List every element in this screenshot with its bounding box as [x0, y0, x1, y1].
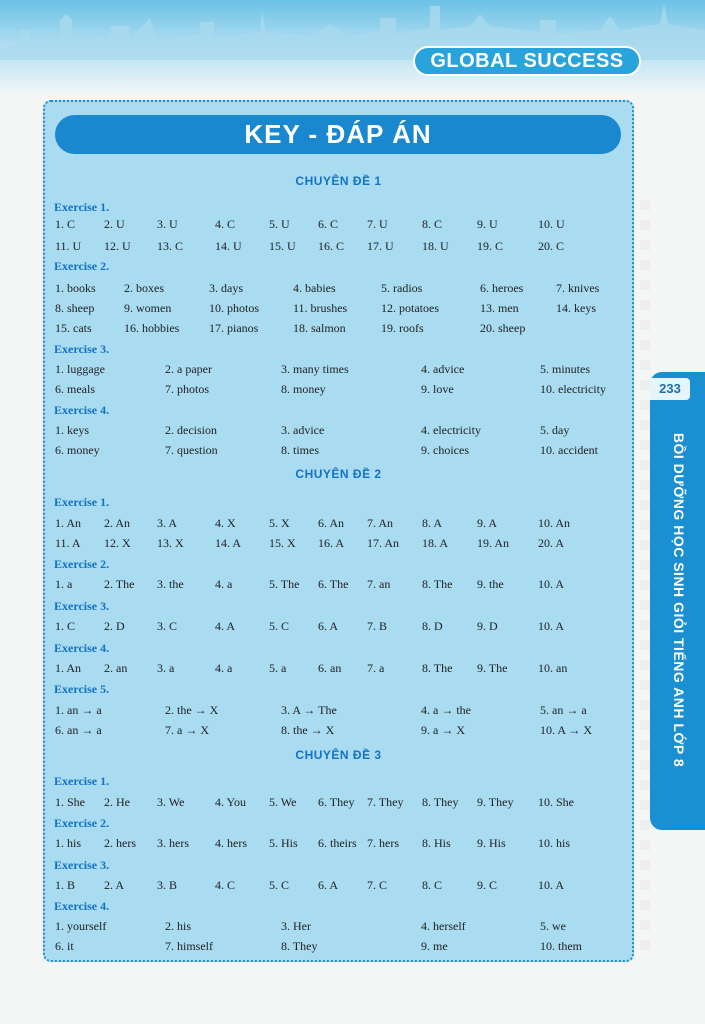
answer-item: 16. C — [318, 239, 345, 253]
answer-item: 12. X — [104, 536, 131, 550]
answer-item: 8. C — [422, 878, 443, 892]
answer-item: 8. the → X — [281, 723, 335, 737]
answer-item: 1. C — [55, 217, 76, 231]
answer-item: 9. The — [477, 661, 508, 675]
answer-item: 3. many times — [281, 362, 349, 376]
exercise-title: Exercise 1. — [54, 495, 110, 509]
answer-item: 6. theirs — [318, 836, 357, 850]
exercise-title: Exercise 2. — [54, 557, 110, 571]
answer-item: 2. the → X — [165, 703, 219, 717]
answer-item: 8. money — [281, 382, 326, 396]
answer-item: 5. minutes — [540, 362, 590, 376]
answer-item: 4. a — [215, 577, 233, 591]
answer-item: 2. He — [104, 795, 130, 809]
answer-item: 17. An — [367, 536, 400, 550]
answer-item: 3. U — [157, 217, 178, 231]
answer-item: 7. An — [367, 516, 394, 530]
page-title: KEY - ĐÁP ÁN — [55, 115, 621, 154]
answer-item: 19. C — [477, 239, 504, 253]
answer-item: 11. A — [55, 536, 81, 550]
exercise-title: Exercise 1. — [54, 200, 110, 214]
answer-item: 7. hers — [367, 836, 399, 850]
answer-item: 10. electricity — [540, 382, 606, 396]
answer-item: 1. his — [55, 836, 82, 850]
answer-item: 18. salmon — [293, 321, 346, 335]
answer-item: 2. D — [104, 619, 125, 633]
answer-item: 1. keys — [55, 423, 89, 437]
answer-item: 9. a → X — [421, 723, 465, 737]
answer-item: 10. A → X — [540, 723, 593, 737]
answer-item: 5. C — [269, 878, 290, 892]
answer-item: 7. himself — [165, 939, 213, 953]
answer-item: 13. C — [157, 239, 184, 253]
answer-item: 20. C — [538, 239, 565, 253]
answer-item: 15. U — [269, 239, 296, 253]
topic-heading: CHUYÊN ĐỀ 1 — [295, 174, 382, 188]
answer-item: 2. a paper — [165, 362, 212, 376]
exercise-title: Exercise 4. — [54, 899, 110, 913]
answer-item: 15. X — [269, 536, 296, 550]
answer-item: 5. We — [269, 795, 297, 809]
answer-item: 10. A — [538, 619, 565, 633]
answer-item: 19. roofs — [381, 321, 424, 335]
answer-item: 6. money — [55, 443, 100, 457]
answer-item: 9. the — [477, 577, 504, 591]
answer-item: 17. U — [367, 239, 394, 253]
page-number: 233 — [650, 378, 690, 400]
answer-item: 3. A — [157, 516, 178, 530]
answer-item: 4. a — [215, 661, 233, 675]
answer-item: 8. His — [422, 836, 451, 850]
answer-item: 2. A — [104, 878, 125, 892]
answer-item: 8. The — [422, 577, 453, 591]
exercise-title: Exercise 3. — [54, 342, 110, 356]
answer-item: 16. hobbies — [124, 321, 180, 335]
exercise-title: Exercise 2. — [54, 259, 110, 273]
answer-item: 9. choices — [421, 443, 469, 457]
answer-item: 5. a — [269, 661, 287, 675]
answer-item: 9. A — [477, 516, 498, 530]
answer-item: 9. C — [477, 878, 498, 892]
answer-item: 3. Her — [281, 919, 311, 933]
answer-item: 10. them — [540, 939, 582, 953]
answer-item: 6. A — [318, 619, 339, 633]
answer-item: 8. They — [281, 939, 318, 953]
answer-item: 7. C — [367, 878, 388, 892]
answer-item: 1. An — [55, 661, 82, 675]
exercise-title: Exercise 2. — [54, 816, 110, 830]
answer-item: 7. an — [367, 577, 391, 591]
answer-item: 13. X — [157, 536, 184, 550]
answer-item: 12. potatoes — [381, 301, 439, 315]
answer-item: 15. cats — [55, 321, 92, 335]
answer-item: 2. his — [165, 919, 192, 933]
answer-item: 9. U — [477, 217, 498, 231]
answer-item: 8. They — [422, 795, 459, 809]
book-title-vertical: BỒI DƯỠNG HỌC SINH GIỎI TIẾNG ANH LỚP 8 — [671, 432, 687, 768]
answer-item: 8. A — [422, 516, 443, 530]
answer-item: 5. C — [269, 619, 290, 633]
answer-item: 12. U — [104, 239, 131, 253]
answer-item: 3. days — [209, 281, 243, 295]
answer-item: 4. A — [215, 619, 236, 633]
answer-item: 7. a → X — [165, 723, 209, 737]
answer-item: 3. advice — [281, 423, 325, 437]
answer-item: 7. knives — [556, 281, 600, 295]
answer-item: 10. U — [538, 217, 565, 231]
answer-item: 10. an — [538, 661, 568, 675]
answer-item: 4. a → the — [421, 703, 471, 717]
answer-item: 6. it — [55, 939, 74, 953]
answer-item: 2. The — [104, 577, 135, 591]
answer-item: 14. U — [215, 239, 242, 253]
answer-item: 5. we — [540, 919, 566, 933]
answer-item: 18. U — [422, 239, 449, 253]
exercise-title: Exercise 3. — [54, 858, 110, 872]
answer-item: 1. B — [55, 878, 76, 892]
answer-item: 14. A — [215, 536, 242, 550]
answer-item: 3. hers — [157, 836, 189, 850]
answer-item: 1. yourself — [55, 919, 107, 933]
answer-item: 1. books — [55, 281, 96, 295]
answer-item: 7. question — [165, 443, 218, 457]
answer-item: 1. a — [55, 577, 73, 591]
exercise-title: Exercise 4. — [54, 641, 110, 655]
answer-item: 9. me — [421, 939, 448, 953]
answer-item: 3. We — [157, 795, 185, 809]
answer-item: 3. a — [157, 661, 175, 675]
answer-item: 7. They — [367, 795, 404, 809]
exercise-title: Exercise 3. — [54, 599, 110, 613]
answer-item: 8. times — [281, 443, 319, 457]
answer-item: 3. the — [157, 577, 184, 591]
answer-item: 2. U — [104, 217, 125, 231]
answer-item: 4. advice — [421, 362, 465, 376]
answer-item: 7. U — [367, 217, 388, 231]
answer-item: 6. They — [318, 795, 355, 809]
answer-item: 6. C — [318, 217, 339, 231]
answer-item: 4. babies — [293, 281, 336, 295]
answer-item: 4. hers — [215, 836, 247, 850]
answer-item: 8. sheep — [55, 301, 95, 315]
answer-item: 18. A — [422, 536, 449, 550]
answer-item: 20. sheep — [480, 321, 526, 335]
answer-item: 1. an → a — [55, 703, 102, 717]
answer-item: 10. A — [538, 878, 565, 892]
answer-item: 9. They — [477, 795, 514, 809]
answer-item: 13. men — [480, 301, 519, 315]
answer-item: 9. His — [477, 836, 506, 850]
answer-item: 2. an — [104, 661, 128, 675]
answer-item: 4. electricity — [421, 423, 481, 437]
answer-item: 8. D — [422, 619, 443, 633]
answer-item: 16. A — [318, 536, 345, 550]
answer-item: 4. You — [215, 795, 247, 809]
answer-item: 10. his — [538, 836, 571, 850]
answer-item: 9. women — [124, 301, 172, 315]
answer-item: 9. love — [421, 382, 454, 396]
answer-item: 3. A → The — [281, 703, 337, 717]
answer-item: 4. C — [215, 217, 236, 231]
answer-item: 10. photos — [209, 301, 260, 315]
brand-logo: GLOBAL SUCCESS — [413, 46, 641, 76]
answer-item: 19. An — [477, 536, 510, 550]
bleed-through-text — [640, 200, 650, 950]
topic-heading: CHUYÊN ĐỀ 3 — [295, 748, 382, 762]
answer-item: 9. D — [477, 619, 498, 633]
answer-item: 3. B — [157, 878, 178, 892]
answer-item: 20. A — [538, 536, 565, 550]
answer-item: 6. An — [318, 516, 345, 530]
answer-item: 5. The — [269, 577, 300, 591]
answer-item: 2. hers — [104, 836, 136, 850]
answer-item: 3. C — [157, 619, 178, 633]
answer-item: 5. day — [540, 423, 570, 437]
answer-item: 6. heroes — [480, 281, 524, 295]
answer-item: 6. A — [318, 878, 339, 892]
answer-item: 14. keys — [556, 301, 596, 315]
answer-item: 2. decision — [165, 423, 217, 437]
answer-item: 17. pianos — [209, 321, 259, 335]
answer-item: 7. B — [367, 619, 388, 633]
answer-item: 6. an → a — [55, 723, 102, 737]
answer-item: 7. photos — [165, 382, 210, 396]
answer-item: 7. a — [367, 661, 385, 675]
answer-item: 5. U — [269, 217, 290, 231]
answer-item: 5. radios — [381, 281, 423, 295]
answer-item: 6. an — [318, 661, 342, 675]
answer-item: 10. accident — [540, 443, 598, 457]
answer-item: 8. C — [422, 217, 443, 231]
answer-item: 5. an → a — [540, 703, 587, 717]
answer-item: 1. luggage — [55, 362, 105, 376]
answer-item: 6. The — [318, 577, 349, 591]
exercise-title: Exercise 1. — [54, 774, 110, 788]
answer-item: 1. An — [55, 516, 82, 530]
exercise-title: Exercise 5. — [54, 682, 110, 696]
answer-item: 8. The — [422, 661, 453, 675]
answer-item: 1. She — [55, 795, 85, 809]
answer-item: 2. boxes — [124, 281, 164, 295]
answer-item: 10. A — [538, 577, 565, 591]
answer-item: 11. U — [55, 239, 82, 253]
answer-item: 6. meals — [55, 382, 95, 396]
answer-item: 4. C — [215, 878, 236, 892]
header-banner — [0, 0, 705, 92]
answer-item: 10. She — [538, 795, 574, 809]
answer-item: 4. herself — [421, 919, 466, 933]
topic-heading: CHUYÊN ĐỀ 2 — [295, 467, 382, 481]
answer-item: 2. An — [104, 516, 131, 530]
answer-item: 11. brushes — [293, 301, 348, 315]
answer-item: 5. X — [269, 516, 290, 530]
answer-item: 5. His — [269, 836, 298, 850]
answer-item: 10. An — [538, 516, 571, 530]
answer-item: 4. X — [215, 516, 236, 530]
answer-item: 1. C — [55, 619, 76, 633]
exercise-title: Exercise 4. — [54, 403, 110, 417]
